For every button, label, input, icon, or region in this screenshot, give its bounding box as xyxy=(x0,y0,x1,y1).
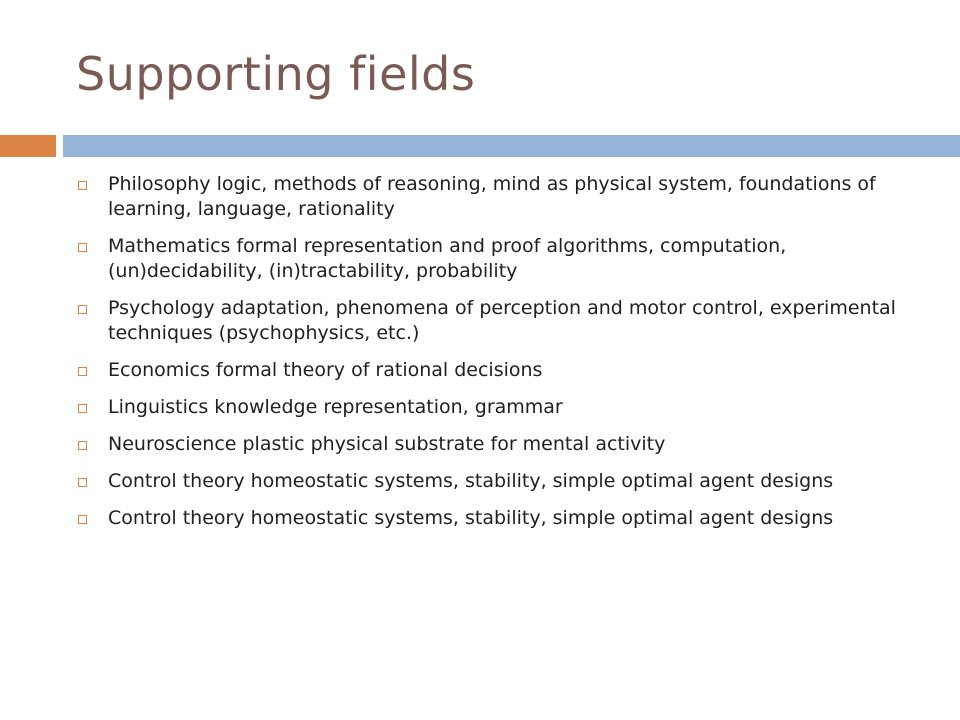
square-bullet-icon xyxy=(78,478,87,487)
accent-band-left xyxy=(0,135,56,157)
square-bullet-icon xyxy=(78,181,87,190)
bullet-item xyxy=(76,395,936,420)
bullet-item xyxy=(76,172,936,222)
square-bullet-icon xyxy=(78,441,87,450)
square-bullet-icon xyxy=(78,404,87,413)
bullet-text: Economics formal theory of rational decisions xyxy=(108,359,543,381)
bullet-item xyxy=(76,469,936,494)
bullet-text: Linguistics knowledge representation, grammar xyxy=(108,396,563,418)
bullet-text: Mathematics formal representation and proof algorithms, computation, (un)decidability, (in)tractability, probability xyxy=(108,235,787,282)
slide-title: Supporting fields xyxy=(76,47,476,101)
bullet-text: Psychology adaptation, phenomena of perception and motor control, experimental techniques (psychophysics, etc.) xyxy=(108,297,896,344)
bullet-item xyxy=(76,234,936,284)
accent-band-right xyxy=(63,135,960,157)
bullet-text: Philosophy logic, methods of reasoning, mind as physical system, foundations of learning, language, rationality xyxy=(108,173,876,220)
square-bullet-icon xyxy=(78,243,87,252)
bullet-item xyxy=(76,432,936,457)
square-bullet-icon xyxy=(78,515,87,524)
bullet-item xyxy=(76,358,936,383)
square-bullet-icon xyxy=(78,305,87,314)
square-bullet-icon xyxy=(78,367,87,376)
bullet-list xyxy=(76,172,936,543)
bullet-item xyxy=(76,506,936,531)
bullet-text: Control theory homeostatic systems, stability, simple optimal agent designs xyxy=(108,507,834,529)
bullet-text: Control theory homeostatic systems, stability, simple optimal agent designs xyxy=(108,470,834,492)
bullet-text: Neuroscience plastic physical substrate for mental activity xyxy=(108,433,666,455)
bullet-item xyxy=(76,296,936,346)
